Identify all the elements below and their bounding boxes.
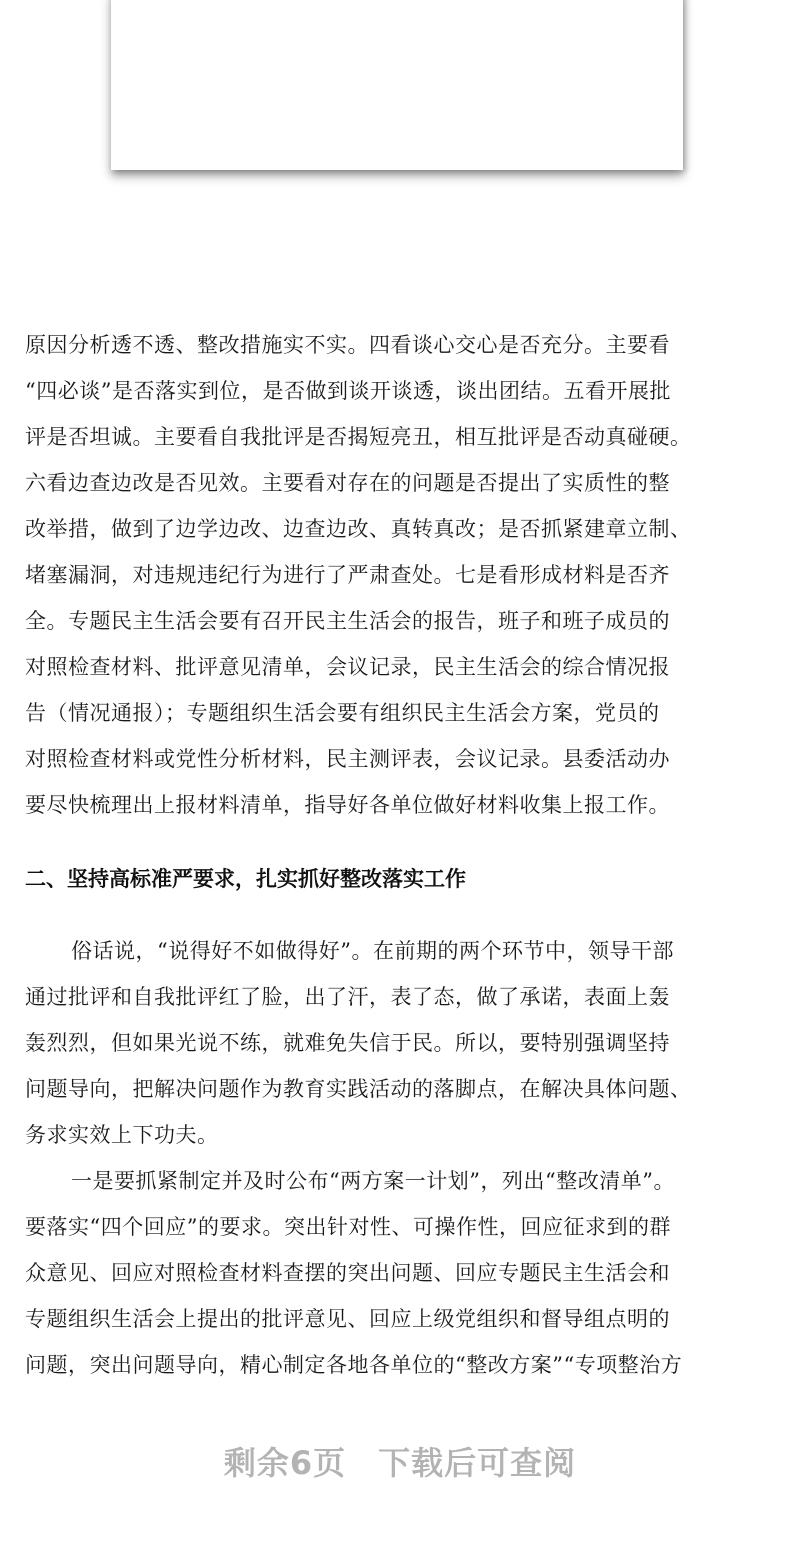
text-line: 众意见、回应对照检查材料查摆的突出问题、回应专题民主生活会和 xyxy=(25,1261,670,1285)
text-line: 六看边查边改是否见效。主要看对存在的问题是否提出了实质性的整 xyxy=(25,471,670,495)
download-to-read-prompt[interactable] xyxy=(0,1438,800,1484)
text-line: 告（情况通报）；专题组织生活会要有组织民主生活会方案，党员的 xyxy=(25,701,660,725)
document-body xyxy=(25,322,800,1388)
text-line: 评是否坦诚。主要看自我批评是否揭短亮丑，相互批评是否动真碰硬。 xyxy=(25,425,692,449)
text-line: 轰烈烈，但如果光说不练，就难免失信于民。所以，要特别强调坚持 xyxy=(25,1031,670,1055)
paragraph xyxy=(25,322,800,828)
text-line: 堵塞漏洞，对违规违纪行为进行了严肃查处。七是看形成材料是否齐 xyxy=(25,563,670,587)
paragraph xyxy=(25,928,800,1158)
text-line: 原因分析透不透、整改措施实不实。四看谈心交心是否充分。主要看 xyxy=(25,333,670,357)
text-line: 对照检查材料、批评意见清单，会议记录，民主生活会的综合情况报 xyxy=(25,655,670,679)
remaining-pages-label: 剩余6页 xyxy=(223,1444,347,1482)
text-line: 问题导向，把解决问题作为教育实践活动的落脚点，在解决具体问题、 xyxy=(25,1077,692,1101)
paragraph xyxy=(25,1158,800,1388)
text-line: 务求实效上下功夫。 xyxy=(25,1123,219,1147)
text-line: 专题组织生活会上提出的批评意见、回应上级党组织和督导组点明的 xyxy=(25,1307,670,1331)
text-line: 通过批评和自我批评红了脸，出了汗，表了态，做了承诺，表面上轰 xyxy=(25,985,670,1009)
text-line: 俗话说，“说得好不如做得好”。在前期的两个环节中，领导干部 xyxy=(71,939,674,963)
text-line: 对照检查材料或党性分析材料，民主测评表，会议记录。县委活动办 xyxy=(25,747,670,771)
text-line: 要落实“四个回应”的要求。突出针对性、可操作性，回应征求到的群 xyxy=(25,1215,671,1239)
text-line: 改举措，做到了边学边改、边查边改、真转真改；是否抓紧建章立制、 xyxy=(25,517,692,541)
section-heading: 二、坚持高标准严要求，扎实抓好整改落实工作 xyxy=(25,867,466,891)
text-line: 问题，突出问题导向，精心制定各地各单位的“整改方案”“专项整治方 xyxy=(25,1353,683,1377)
text-line: “四必谈”是否落实到位，是否做到谈开谈透，谈出团结。五看开展批 xyxy=(25,379,671,403)
text-line: 要尽快梳理出上报材料清单，指导好各单位做好材料收集上报工作。 xyxy=(25,793,670,817)
previous-page-preview xyxy=(111,0,683,170)
text-line: 一是要抓紧制定并及时公布“两方案一计划”，列出“整改清单”。 xyxy=(71,1169,675,1193)
text-line: 全。专题民主生活会要有召开民主生活会的报告，班子和班子成员的 xyxy=(25,609,670,633)
download-to-view-label: 下载后可查阅 xyxy=(378,1444,577,1482)
